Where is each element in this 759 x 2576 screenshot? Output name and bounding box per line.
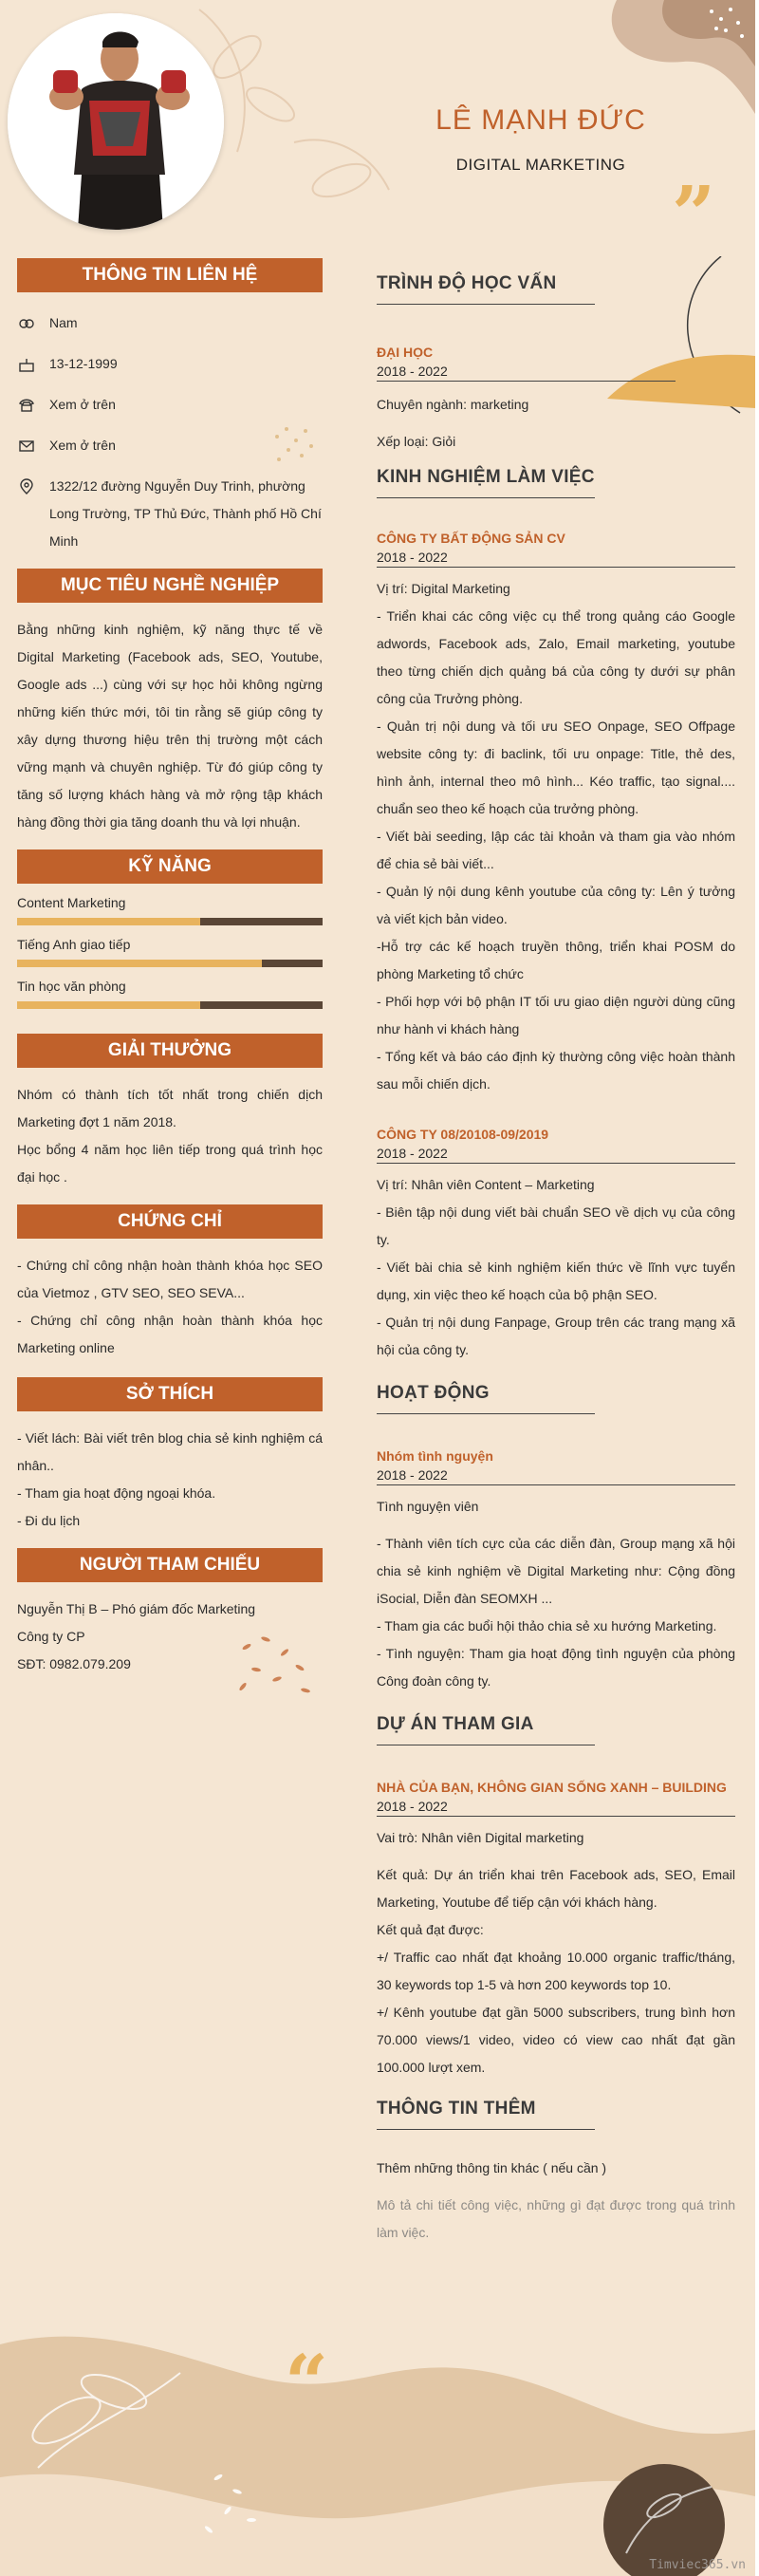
job-period: 2018 - 2022 — [377, 1142, 735, 1164]
activity-line: - Tham gia các buổi hội thảo chia sẻ xu hướng Marketing. — [377, 1618, 717, 1633]
quote-mark-icon: “ — [285, 2338, 329, 2427]
education-major: Chuyên ngành: marketing — [377, 397, 529, 412]
project-name: NHÀ CỦA BẠN, KHÔNG GIAN SỐNG XANH – BUILDING — [377, 1780, 727, 1795]
job-entry — [377, 531, 735, 1098]
education-period: 2018 - 2022 — [377, 360, 676, 382]
job-entry — [377, 1127, 735, 1364]
more-info-heading: THÔNG TIN THÊM — [377, 2099, 595, 2130]
contact-address — [17, 473, 323, 555]
hobby-3: - Đi du lịch — [17, 1513, 81, 1528]
watermark: Timviec365.vn — [649, 2558, 746, 2572]
quote-mark-icon: ” — [672, 169, 716, 258]
skill-bar-fill — [17, 960, 262, 967]
more-info-line-2: Mô tả chi tiết công việc, những gì đạt được trong quá trình làm việc. — [377, 2197, 735, 2240]
activities-heading: HOẠT ĐỘNG — [377, 1383, 595, 1414]
experience-heading: KINH NGHIỆM LÀM VIỆC — [377, 467, 595, 498]
education-school: ĐẠI HỌC — [377, 345, 434, 360]
hobbies-heading: SỞ THÍCH — [17, 1377, 323, 1411]
brush-decoration — [228, 1628, 323, 1704]
right-column — [377, 258, 735, 2247]
hobby-1: - Viết lách: Bài viết trên blog chia sẻ kinh nghiệm cá nhân.. — [17, 1430, 323, 1473]
gender-icon — [17, 309, 49, 337]
skill-bar — [17, 918, 323, 925]
projects-heading: DỰ ÁN THAM GIA — [377, 1714, 595, 1745]
candidate-role: DIGITAL MARKETING — [455, 156, 626, 174]
more-info-line-1: Thêm những thông tin khác ( nếu cần ) — [377, 2160, 607, 2175]
email-icon — [17, 432, 49, 459]
project-line: Kết quả: Dự án triển khai trên Facebook ads, SEO, Email Marketing, Youtube để tiếp cận với khách hàng. — [377, 1867, 735, 1910]
activity-org: Nhóm tình nguyện — [377, 1448, 493, 1464]
job-period: 2018 - 2022 — [377, 546, 735, 568]
skill-bar — [17, 1001, 323, 1009]
phone-text[interactable]: Xem ở trên — [49, 397, 116, 412]
reference-name: Nguyễn Thị B – Phó giám đốc Marketing — [17, 1601, 256, 1616]
cake-icon — [17, 350, 49, 378]
address-text: 1322/12 đường Nguyễn Duy Trinh, phường Long Trường, TP Thủ Đức, Thành phố Hồ Chí Minh — [49, 478, 322, 549]
certificate-1: - Chứng chỉ công nhận hoàn thành khóa học SEO của Vietmoz , GTV SEO, SEO SEVA... — [17, 1258, 323, 1300]
contact-phone — [17, 391, 323, 419]
skill-bar — [17, 960, 323, 967]
skill-item — [17, 979, 323, 1009]
birthday-text: 13-12-1999 — [49, 356, 118, 371]
hobby-2: - Tham gia hoạt động ngoại khóa. — [17, 1485, 216, 1501]
education-heading: TRÌNH ĐỘ HỌC VẤN — [377, 273, 595, 305]
project-line: +/ Traffic cao nhất đạt khoảng 10.000 organic traffic/tháng, 30 keywords top 1-5 và hơn 200 keywords top 10. — [377, 1950, 735, 1992]
job-line: - Viết bài seeding, lập các tài khoản và tham gia vào nhóm để chia sẻ bài viết... — [377, 829, 735, 871]
skill-bar-fill — [17, 918, 200, 925]
job-line: - Phối hợp với bộ phận IT tối ưu giao diện người dùng cũng như hành vi khách hàng — [377, 994, 735, 1036]
reference-phone: SĐT: 0982.079.209 — [17, 1656, 131, 1671]
avatar — [8, 13, 224, 230]
activity-line: Tình nguyện viên — [377, 1499, 479, 1514]
job-line: - Quản lý nội dung kênh youtube của công ty: Lên ý tưởng và viết kịch bản video. — [377, 884, 735, 926]
skill-label: Tin học văn phòng — [17, 979, 126, 994]
job-line: - Quản trị nội dung Fanpage, Group trên các trang mạng xã hội của công ty. — [377, 1315, 735, 1357]
job-line: - Tổng kết và báo cáo định kỳ thường công việc hoàn thành sau mỗi chiến dịch. — [377, 1049, 735, 1092]
project-line: Vai trò: Nhân viên Digital marketing — [377, 1830, 584, 1845]
reference-company: Công ty CP — [17, 1629, 85, 1644]
awards-heading: GIẢI THƯỞNG — [17, 1034, 323, 1068]
activity-period: 2018 - 2022 — [377, 1464, 735, 1485]
location-pin-icon — [17, 473, 49, 500]
objective-heading: MỤC TIÊU NGHỀ NGHIỆP — [17, 569, 323, 603]
job-line: - Triển khai các công việc cụ thể trong quảng cáo Google adwords, Facebook ads, Zalo, Email marketing, youtube theo từng chiến dịch quảng bá của công ty dưới sự phân công của Trưởng phòng. — [377, 608, 735, 706]
job-line: Vị trí: Nhân viên Content – Marketing — [377, 1177, 595, 1192]
bottom-wave-decoration — [0, 2316, 755, 2576]
project-line: +/ Kênh youtube đạt gần 5000 subscribers, trung bình hơn 70.000 views/1 video, video có view cao nhất đạt gần 100.000 lượt xem. — [377, 2005, 735, 2075]
job-company: CÔNG TY 08/20108-09/2019 — [377, 1127, 549, 1142]
skill-label: Tiếng Anh giao tiếp — [17, 937, 131, 952]
email-text[interactable]: Xem ở trên — [49, 438, 116, 453]
skill-bar-fill — [17, 1001, 200, 1009]
candidate-name: LÊ MẠNH ĐỨC — [435, 104, 646, 136]
activity-line: - Thành viên tích cực của các diễn đàn, Group mạng xã hội chia sẻ kinh nghiệm về Digital Marketing như: Cộng đồng iSocial, Diễn đàn SEOMXH ... — [377, 1536, 735, 1606]
job-line: - Viết bài chia sẻ kinh nghiệm kiến thức về lĩnh vực tuyển dụng, xin việc theo kế hoạch của bộ phận SEO. — [377, 1260, 735, 1302]
gender-text: Nam — [49, 315, 78, 330]
references-heading: NGƯỜI THAM CHIẾU — [17, 1548, 323, 1582]
award-2: Học bổng 4 năm học liên tiếp trong quá trình học đại học . — [17, 1142, 323, 1185]
education-grade: Xếp loại: Giỏi — [377, 434, 456, 449]
contact-gender — [17, 309, 323, 337]
skill-item — [17, 937, 323, 967]
phone-icon — [17, 391, 49, 419]
objective-text: Bằng những kinh nghiệm, kỹ năng thực tế về Digital Marketing (Facebook ads, SEO, Youtube, Google ads ...) cùng với sự học hỏi không ngừng những kiến thức mới, tôi tin rằng sẽ giúp công ty xây dựng thương hiệu trên thị trường một cách vững mạnh và chuyên nghiệp. Từ đó giúp công ty tăng số lượng khách hàng và mở rộng tập khách hàng đồng thời gia tăng doanh thu và lợi nhuận. — [17, 622, 323, 830]
award-1: Nhóm có thành tích tốt nhất trong chiến dịch Marketing đợt 1 năm 2018. — [17, 1087, 323, 1129]
project-period: 2018 - 2022 — [377, 1795, 735, 1817]
skills-heading: KỸ NĂNG — [17, 849, 323, 884]
activity-line: - Tình nguyện: Tham gia hoạt động tình nguyện của phòng Công đoàn công ty. — [377, 1646, 735, 1689]
dots-decoration — [268, 418, 324, 475]
person-photo-icon — [8, 13, 224, 230]
skill-label: Content Marketing — [17, 895, 126, 910]
project-line: Kết quả đạt được: — [377, 1922, 484, 1937]
skills-list — [17, 895, 323, 1009]
certificates-heading: CHỨNG CHỈ — [17, 1204, 323, 1239]
certificate-2: - Chứng chỉ công nhận hoàn thành khóa học Marketing online — [17, 1313, 323, 1355]
contact-heading: THÔNG TIN LIÊN HỆ — [17, 258, 323, 292]
job-company: CÔNG TY BẤT ĐỘNG SẢN CV — [377, 531, 565, 546]
job-line: - Biên tập nội dung viết bài chuẩn SEO về dịch vụ của công ty. — [377, 1204, 735, 1247]
job-line: Vị trí: Digital Marketing — [377, 581, 510, 596]
job-line: -Hỗ trợ các kế hoạch truyền thông, triển khai POSM do phòng Marketing tổ chức — [377, 939, 735, 981]
contact-birthday — [17, 350, 323, 378]
job-line: - Quản trị nội dung và tối ưu SEO Onpage, SEO Offpage website công ty: đi baclink, tối ưu onpage: Title, thẻ des, hình ảnh, internal theo mô hình... Kéo traffic, tạo signal.... chuẩn seo theo kế hoạch của trưởng phòng. — [377, 719, 735, 816]
skill-item — [17, 895, 323, 925]
